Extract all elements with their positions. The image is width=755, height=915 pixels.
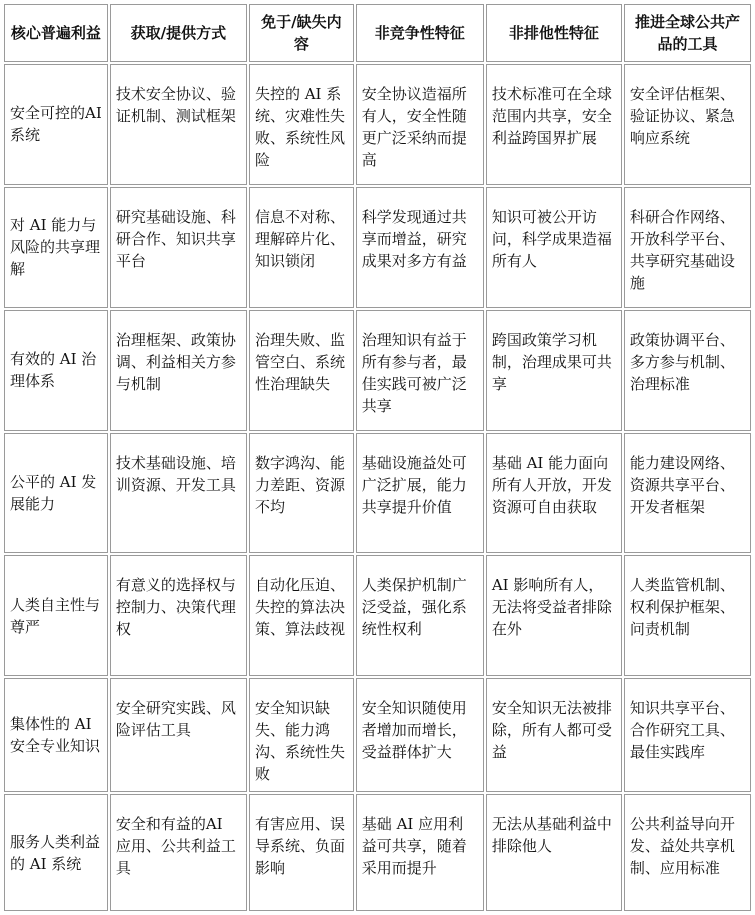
table-cell: 人类监管机制、权利保护框架、问责机制	[624, 555, 751, 676]
table-row	[4, 433, 751, 554]
table-header-row	[4, 4, 751, 62]
header-tools: 推进全球公共产品的工具	[624, 4, 751, 62]
table-cell: 人类保护机制广泛受益，强化系统性权利	[356, 555, 484, 676]
table-cell: 知识可被公开访问，科学成果造福所有人	[486, 187, 622, 308]
table-cell: 跨国政策学习机制，治理成果可共享	[486, 310, 622, 431]
table-cell: 安全知识缺失、能力鸿沟、系统性失败	[249, 678, 354, 792]
table-cell: 基础设施益处可广泛扩展，能力共享提升价值	[356, 433, 484, 554]
row-title: 对 AI 能力与风险的共享理解	[4, 187, 108, 308]
table-row	[4, 555, 751, 676]
table-cell: 研究基础设施、科研合作、知识共享平台	[110, 187, 247, 308]
row-title: 安全可控的AI 系统	[4, 64, 108, 185]
header-access-method: 获取/提供方式	[110, 4, 247, 62]
table-row	[4, 310, 751, 431]
row-title: 服务人类利益的 AI 系统	[4, 794, 108, 911]
table-cell: 能力建设网络、资源共享平台、开发者框架	[624, 433, 751, 554]
table-cell: 科研合作网络、开放科学平台、共享研究基础设施	[624, 187, 751, 308]
global-public-goods-table	[2, 2, 753, 913]
table-cell: 安全评估框架、验证协议、紧急响应系统	[624, 64, 751, 185]
table-cell: 安全知识无法被排除，所有人都可受益	[486, 678, 622, 792]
table-cell: 无法从基础利益中排除他人	[486, 794, 622, 911]
table-cell: 科学发现通过共享而增益，研究成果对多方有益	[356, 187, 484, 308]
table-cell: 信息不对称、理解碎片化、知识锁闭	[249, 187, 354, 308]
table-cell: 知识共享平台、合作研究工具、最佳实践库	[624, 678, 751, 792]
table-row	[4, 64, 751, 185]
table-cell: 失控的 AI 系统、灾难性失败、系统性风险	[249, 64, 354, 185]
table-row	[4, 678, 751, 792]
table-cell: 有害应用、误导系统、负面影响	[249, 794, 354, 911]
table-cell: 有意义的选择权与控制力、决策代理权	[110, 555, 247, 676]
table-cell: 技术安全协议、验证机制、测试框架	[110, 64, 247, 185]
table-cell: 基础 AI 能力面向所有人开放，开发资源可自由获取	[486, 433, 622, 554]
comparison-table-wrapper	[2, 2, 753, 913]
table-cell: 安全研究实践、风险评估工具	[110, 678, 247, 792]
table-cell: 政策协调平台、多方参与机制、治理标准	[624, 310, 751, 431]
table-cell: 技术基础设施、培训资源、开发工具	[110, 433, 247, 554]
row-title: 公平的 AI 发展能力	[4, 433, 108, 554]
table-cell: 治理失败、监管空白、系统性治理缺失	[249, 310, 354, 431]
header-free-from: 免于/缺失内容	[249, 4, 354, 62]
header-non-rival: 非竞争性特征	[356, 4, 484, 62]
header-core-interest: 核心普遍利益	[4, 4, 108, 62]
table-cell: 基础 AI 应用利益可共享，随着采用而提升	[356, 794, 484, 911]
header-non-excludable: 非排他性特征	[486, 4, 622, 62]
table-row	[4, 794, 751, 911]
table-cell: 技术标准可在全球范围内共享，安全利益跨国界扩展	[486, 64, 622, 185]
table-cell: 自动化压迫、失控的算法决策、算法歧视	[249, 555, 354, 676]
table-row	[4, 187, 751, 308]
table-cell: 安全知识随使用者增加而增长，受益群体扩大	[356, 678, 484, 792]
row-title: 人类自主性与尊严	[4, 555, 108, 676]
table-cell: 数字鸿沟、能力差距、资源不均	[249, 433, 354, 554]
row-title: 有效的 AI 治理体系	[4, 310, 108, 431]
table-cell: AI 影响所有人，无法将受益者排除在外	[486, 555, 622, 676]
table-cell: 治理框架、政策协调、利益相关方参与机制	[110, 310, 247, 431]
table-cell: 安全和有益的AI 应用、公共利益工具	[110, 794, 247, 911]
table-cell: 治理知识有益于所有参与者，最佳实践可被广泛共享	[356, 310, 484, 431]
row-title: 集体性的 AI 安全专业知识	[4, 678, 108, 792]
table-cell: 安全协议造福所有人，安全性随更广泛采纳而提高	[356, 64, 484, 185]
table-cell: 公共利益导向开发、益处共享机制、应用标准	[624, 794, 751, 911]
